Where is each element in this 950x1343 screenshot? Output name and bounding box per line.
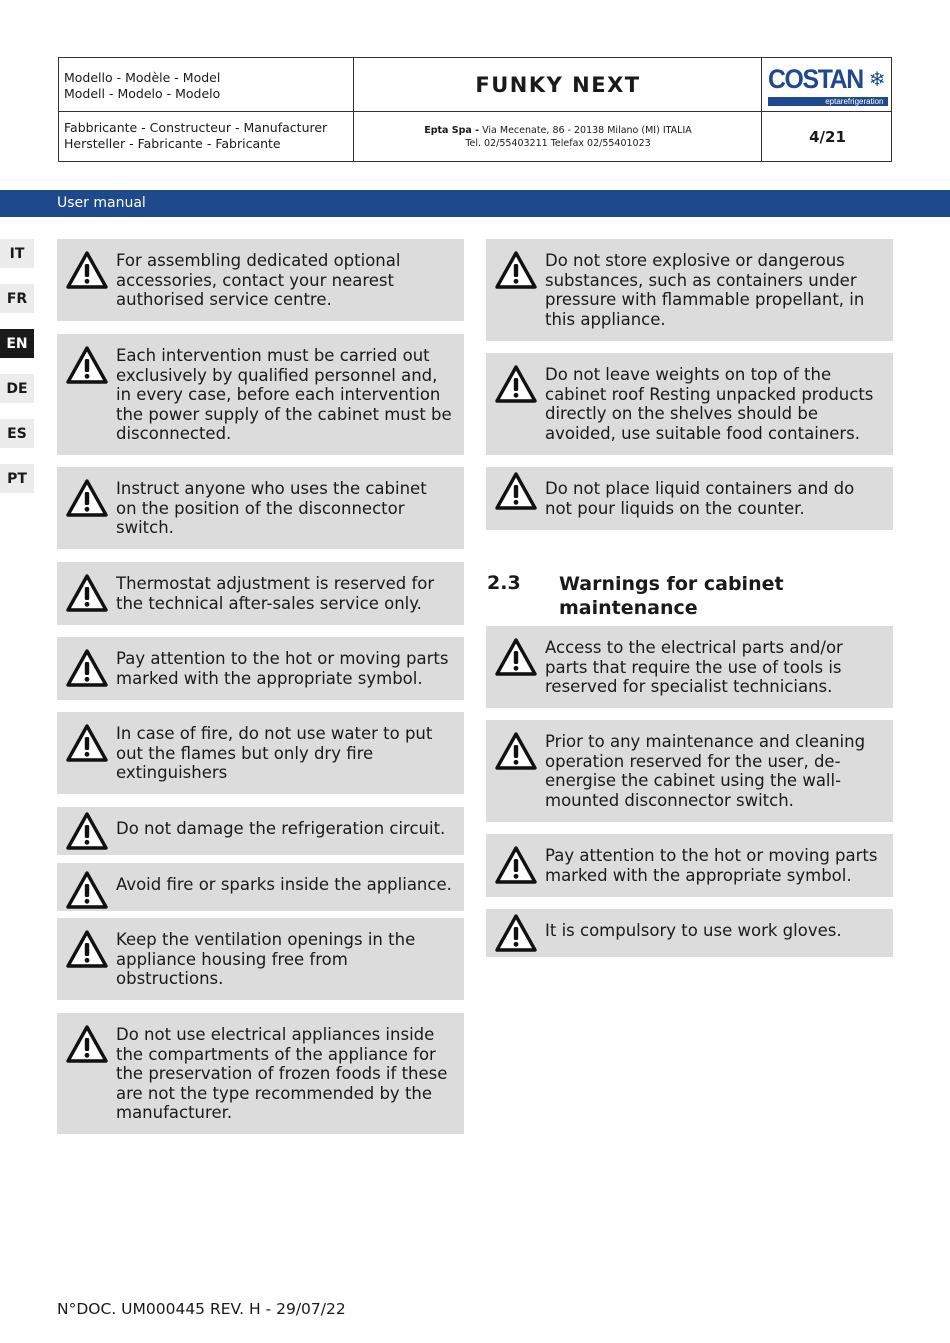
warning-box	[57, 918, 464, 1000]
page-number: 4/21	[809, 127, 846, 146]
section-number: 2.3	[487, 572, 521, 594]
text-line: Thermostat adjustment is reserved for	[116, 574, 435, 593]
warning-icon	[65, 478, 109, 518]
text-line: operation reserved for the user, de-	[545, 751, 841, 771]
text-line: pressure with flammable propellant, in	[545, 290, 865, 309]
text-line: switch.	[116, 518, 174, 537]
warning-text	[116, 649, 455, 688]
warning-icon	[494, 250, 538, 290]
section-title	[559, 572, 879, 620]
text-line: mounted disconnector switch.	[545, 790, 794, 810]
warning-box	[486, 467, 893, 530]
manufacturer-label	[64, 120, 354, 152]
warning-box	[486, 626, 893, 708]
text-line: accessories, contact your nearest	[116, 270, 394, 290]
text-line: the compartments of the appliance for	[116, 1044, 436, 1064]
warning-text	[116, 1025, 455, 1123]
section-title-line: maintenance	[559, 597, 698, 619]
warning-icon	[65, 929, 109, 969]
warning-box	[57, 239, 464, 321]
warning-icon	[65, 723, 109, 763]
text-line: Pay attention to the hot or moving parts	[545, 846, 878, 865]
text-line: are not the type recommended by the	[116, 1083, 433, 1103]
warning-icon	[65, 648, 109, 688]
text-line: It is compulsory to use work gloves.	[545, 921, 842, 940]
model-label-line: Modello - Modèle - Model	[64, 70, 221, 85]
text-line: cabinet roof Resting unpacked products	[545, 384, 874, 404]
text-line: Do not store explosive or dangerous	[545, 251, 845, 270]
warning-icon	[494, 845, 538, 885]
text-line: on the position of the disconnector	[116, 498, 405, 518]
warning-box	[57, 334, 464, 455]
warning-text	[545, 479, 884, 518]
logo-wordmark: COSTAN	[767, 63, 863, 94]
text-line: Avoid fire or sparks inside the appliance.	[116, 875, 452, 894]
warning-text	[545, 365, 884, 443]
company-name: Epta Spa -	[424, 124, 480, 136]
lang-tab-pt[interactable]: PT	[0, 464, 34, 493]
warning-box	[486, 720, 893, 822]
warning-box	[486, 239, 893, 341]
warning-icon	[494, 637, 538, 677]
product-title: FUNKY NEXT	[475, 72, 641, 97]
lang-tab-en[interactable]: EN	[0, 329, 34, 358]
warning-box	[57, 863, 464, 911]
warning-text	[116, 724, 455, 783]
text-line: marked with the appropriate symbol.	[545, 865, 852, 885]
warning-text	[545, 638, 884, 697]
text-line: extinguishers	[116, 763, 228, 782]
warning-box	[57, 637, 464, 700]
model-label-line: Modell - Modelo - Modelo	[64, 86, 221, 101]
text-line: In case of fire, do not use water to put	[116, 724, 433, 743]
text-line: For assembling dedicated optional	[116, 251, 401, 270]
document-number: N°DOC. UM000445 REV. H - 29/07/22	[57, 1300, 346, 1318]
text-line: Do not place liquid containers and do	[545, 479, 855, 498]
text-line: out the flames but only dry fire	[116, 743, 374, 763]
text-line: Prior to any maintenance and cleaning	[545, 732, 866, 751]
text-line: substances, such as containers under	[545, 270, 857, 290]
warning-text	[116, 346, 455, 444]
warning-icon	[494, 471, 538, 511]
warning-icon	[65, 573, 109, 613]
warning-icon	[65, 345, 109, 385]
warning-icon	[494, 913, 538, 953]
text-line: avoided, use suitable food containers.	[545, 423, 861, 443]
manufacturer-address	[354, 111, 762, 162]
text-line: Do not leave weights on top of the	[545, 365, 832, 384]
warning-icon	[65, 1024, 109, 1064]
text-line: not pour liquids on the counter.	[545, 498, 805, 518]
warning-box	[57, 562, 464, 625]
text-line: in every case, before each intervention	[116, 385, 441, 404]
address-line: Via Mecenate, 86 - 20138 Milano (MI) ITALIA	[482, 124, 692, 136]
text-line: Do not use electrical appliances inside	[116, 1025, 435, 1044]
text-line: disconnected.	[116, 424, 232, 443]
text-line: authorised service centre.	[116, 290, 332, 309]
model-label	[64, 70, 354, 102]
text-line: the technical after-sales service only.	[116, 593, 422, 613]
phone-line: Tel. 02/55403211 Telefax 02/55401023	[465, 137, 651, 149]
document-header-table	[58, 57, 892, 162]
warning-icon	[65, 811, 109, 851]
warning-text	[116, 251, 455, 310]
text-line: parts that require the use of tools is	[545, 657, 842, 677]
text-line: the power supply of the cabinet must be	[116, 404, 452, 424]
warning-icon	[65, 870, 109, 910]
warning-text	[545, 251, 884, 329]
warning-icon	[494, 731, 538, 771]
warning-text	[116, 819, 455, 839]
warning-text	[545, 732, 884, 810]
costan-logo	[762, 58, 893, 111]
text-line: Each intervention must be carried out	[116, 346, 430, 365]
text-line: appliance housing free from	[116, 949, 348, 969]
warning-text	[116, 479, 455, 538]
warning-text	[116, 875, 455, 895]
warning-box	[486, 353, 893, 455]
warning-text	[545, 846, 884, 885]
text-line: manufacturer.	[116, 1103, 233, 1122]
lang-tab-de[interactable]: DE	[0, 374, 34, 403]
section-band	[0, 190, 950, 217]
text-line: marked with the appropriate symbol.	[116, 668, 423, 688]
warning-text	[116, 574, 455, 613]
manufacturer-label-line: Hersteller - Fabricante - Fabricante	[64, 136, 281, 151]
warning-box	[57, 467, 464, 549]
warning-text	[545, 921, 884, 941]
warning-box	[57, 807, 464, 855]
warning-box	[486, 909, 893, 957]
text-line: Instruct anyone who uses the cabinet	[116, 479, 427, 498]
warning-text	[116, 930, 455, 989]
warning-box	[57, 712, 464, 794]
warning-icon	[494, 364, 538, 404]
text-line: reserved for specialist technicians.	[545, 677, 833, 696]
warning-box	[486, 834, 893, 897]
warning-box	[57, 1013, 464, 1134]
snowflake-icon: ❄	[868, 66, 886, 91]
text-line: Keep the ventilation openings in the	[116, 930, 416, 949]
text-line: the preservation of frozen foods if these	[116, 1064, 448, 1083]
lang-tab-fr[interactable]: FR	[0, 284, 34, 313]
lang-tab-es[interactable]: ES	[0, 419, 34, 448]
text-line: exclusively by qualified personnel and,	[116, 365, 438, 385]
lang-tab-it[interactable]: IT	[0, 239, 34, 268]
text-line: energise the cabinet using the wall-	[545, 771, 842, 790]
text-line: this appliance.	[545, 309, 666, 329]
text-line: Pay attention to the hot or moving parts	[116, 649, 449, 668]
text-line: Do not damage the refrigeration circuit.	[116, 819, 446, 838]
manufacturer-label-line: Fabbricante - Constructeur - Manufacturer	[64, 120, 328, 135]
logo-subtitle: eptarefrigeration	[768, 97, 888, 106]
warning-icon	[65, 250, 109, 290]
section-title-line: Warnings for cabinet	[559, 573, 784, 595]
text-line: directly on the shelves should be	[545, 404, 818, 423]
text-line: Access to the electrical parts and/or	[545, 638, 843, 657]
band-label: User manual	[57, 195, 146, 211]
text-line: obstructions.	[116, 969, 224, 988]
